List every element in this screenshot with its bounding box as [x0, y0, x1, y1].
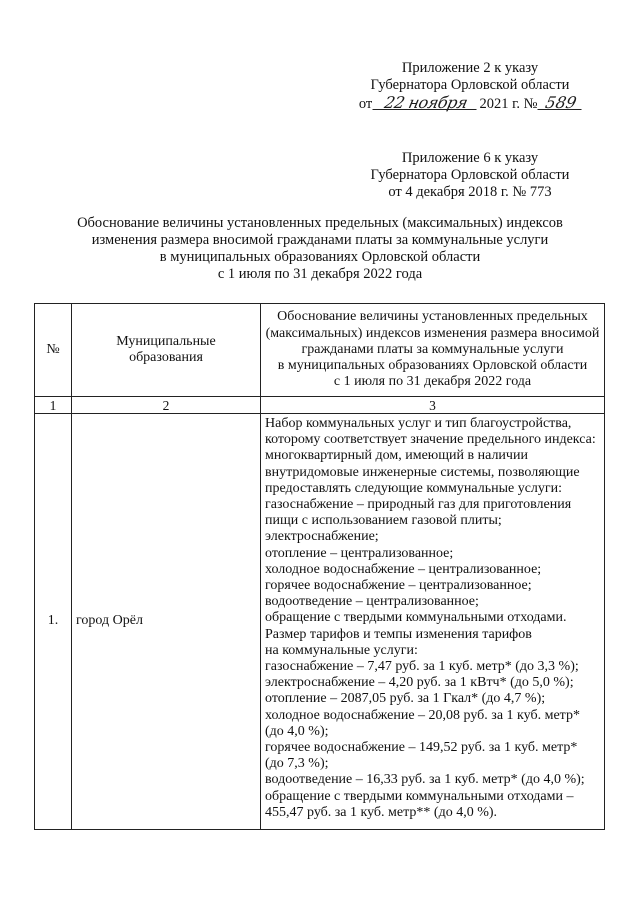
description-line: обращение с твердыми коммунальными отходами. [265, 610, 567, 626]
description-line: многоквартирный дом, имеющий в наличии [265, 448, 528, 464]
table-row [35, 414, 605, 830]
appendix-current-line2: Губернатора Орловской области [370, 77, 570, 93]
header-justification-line: в муниципальных образованиях Орловской области [277, 358, 588, 374]
description-line: горячее водоснабжение – 149,52 руб. за 1 куб. метр* [265, 740, 578, 756]
description-line: внутридомовые инженерные системы, позволяющие [265, 464, 580, 480]
description-line: горячее водоснабжение – централизованное; [265, 578, 532, 594]
description-line: (до 4,0 %); [265, 723, 329, 739]
description-line: электроснабжение – 4,20 руб. за 1 кВтч* (до 5,0 %); [265, 675, 574, 691]
header-municipality-line: Муниципальные [116, 333, 216, 349]
appendix-current-year: 2021 г. № [479, 96, 538, 112]
document-title [40, 215, 600, 283]
description-line: Размер тарифов и темпы изменения тарифов [265, 626, 532, 642]
description-line: водоотведение – централизованное; [265, 594, 479, 610]
justification-table [34, 303, 605, 830]
header-justification-line: гражданами платы за коммунальные услуги [301, 341, 564, 357]
appendix-previous-line1: Приложение 6 к указу [401, 150, 539, 166]
description-line: холодное водоснабжение – централизованное; [265, 561, 542, 577]
title-line: изменения размера вносимой гражданами платы за коммунальные услуги [91, 232, 549, 248]
description-line: обращение с твердыми коммунальными отходами – [265, 788, 574, 804]
title-line: Обоснование величины установленных предельных (максимальных) индексов [77, 215, 563, 231]
description-line: холодное водоснабжение – 20,08 руб. за 1 куб. метр* [265, 707, 580, 723]
description-line: (до 7,3 %); [265, 756, 329, 772]
description-line: 455,47 руб. за 1 куб. метр** (до 4,0 %). [265, 804, 498, 820]
header-justification [261, 304, 605, 397]
appendix-current-line1: Приложение 2 к указу [401, 60, 539, 76]
title-line: с 1 июля по 31 декабря 2022 года [217, 266, 423, 282]
header-justification-line: Обоснование величины установленных предельных [277, 309, 588, 325]
description-line: Набор коммунальных услуг и тип благоустройства, [265, 416, 572, 431]
header-municipality [72, 304, 261, 397]
row-description [261, 414, 605, 830]
table-header-row [35, 304, 605, 397]
description-line: отопление – 2087,05 руб. за 1 Гкал* (до 4,7 %); [265, 691, 546, 707]
description-line: которому соответствует значение предельного индекса: [265, 432, 596, 448]
description-line: предоставлять следующие коммунальные услуги: [265, 480, 563, 496]
description-line: газоснабжение – природный газ для приготовления [265, 497, 572, 513]
appendix-current-block [340, 60, 600, 113]
appendix-previous-block [340, 150, 600, 201]
appendix-current-prefix: от [358, 96, 373, 112]
description-line: электроснабжение; [265, 529, 379, 545]
header-justification-line: с 1 июля по 31 декабря 2022 года [333, 374, 532, 390]
description-line: отопление – централизованное; [265, 545, 454, 561]
description-line: газоснабжение – 7,47 руб. за 1 куб. метр* (до 3,3 %); [265, 659, 579, 675]
row-number: 1. [35, 414, 72, 830]
appendix-previous-line3: от 4 декабря 2018 г. № 773 [388, 184, 552, 200]
appendix-current-line3 [340, 94, 600, 113]
description-line: водоотведение – 16,33 руб. за 1 куб. метр* (до 4,0 %); [265, 772, 585, 788]
header-justification-line: (максимальных) индексов изменения размера вносимой [265, 325, 600, 341]
column-number: 2 [72, 397, 261, 414]
title-line: в муниципальных образованиях Орловской области [159, 249, 481, 265]
description-line: на коммунальные услуги: [265, 642, 418, 658]
row-municipality: город Орёл [72, 414, 261, 830]
column-number: 3 [261, 397, 605, 414]
header-number: № [35, 304, 72, 397]
handwritten-date: 22 ноября [374, 94, 478, 111]
column-number: 1 [35, 397, 72, 414]
description-line: пищи с использованием газовой плиты; [265, 513, 502, 529]
column-number-row [35, 397, 605, 414]
appendix-previous-line2: Губернатора Орловской области [370, 167, 570, 183]
handwritten-number: 589 [539, 94, 583, 111]
header-municipality-line: образования [129, 350, 203, 365]
